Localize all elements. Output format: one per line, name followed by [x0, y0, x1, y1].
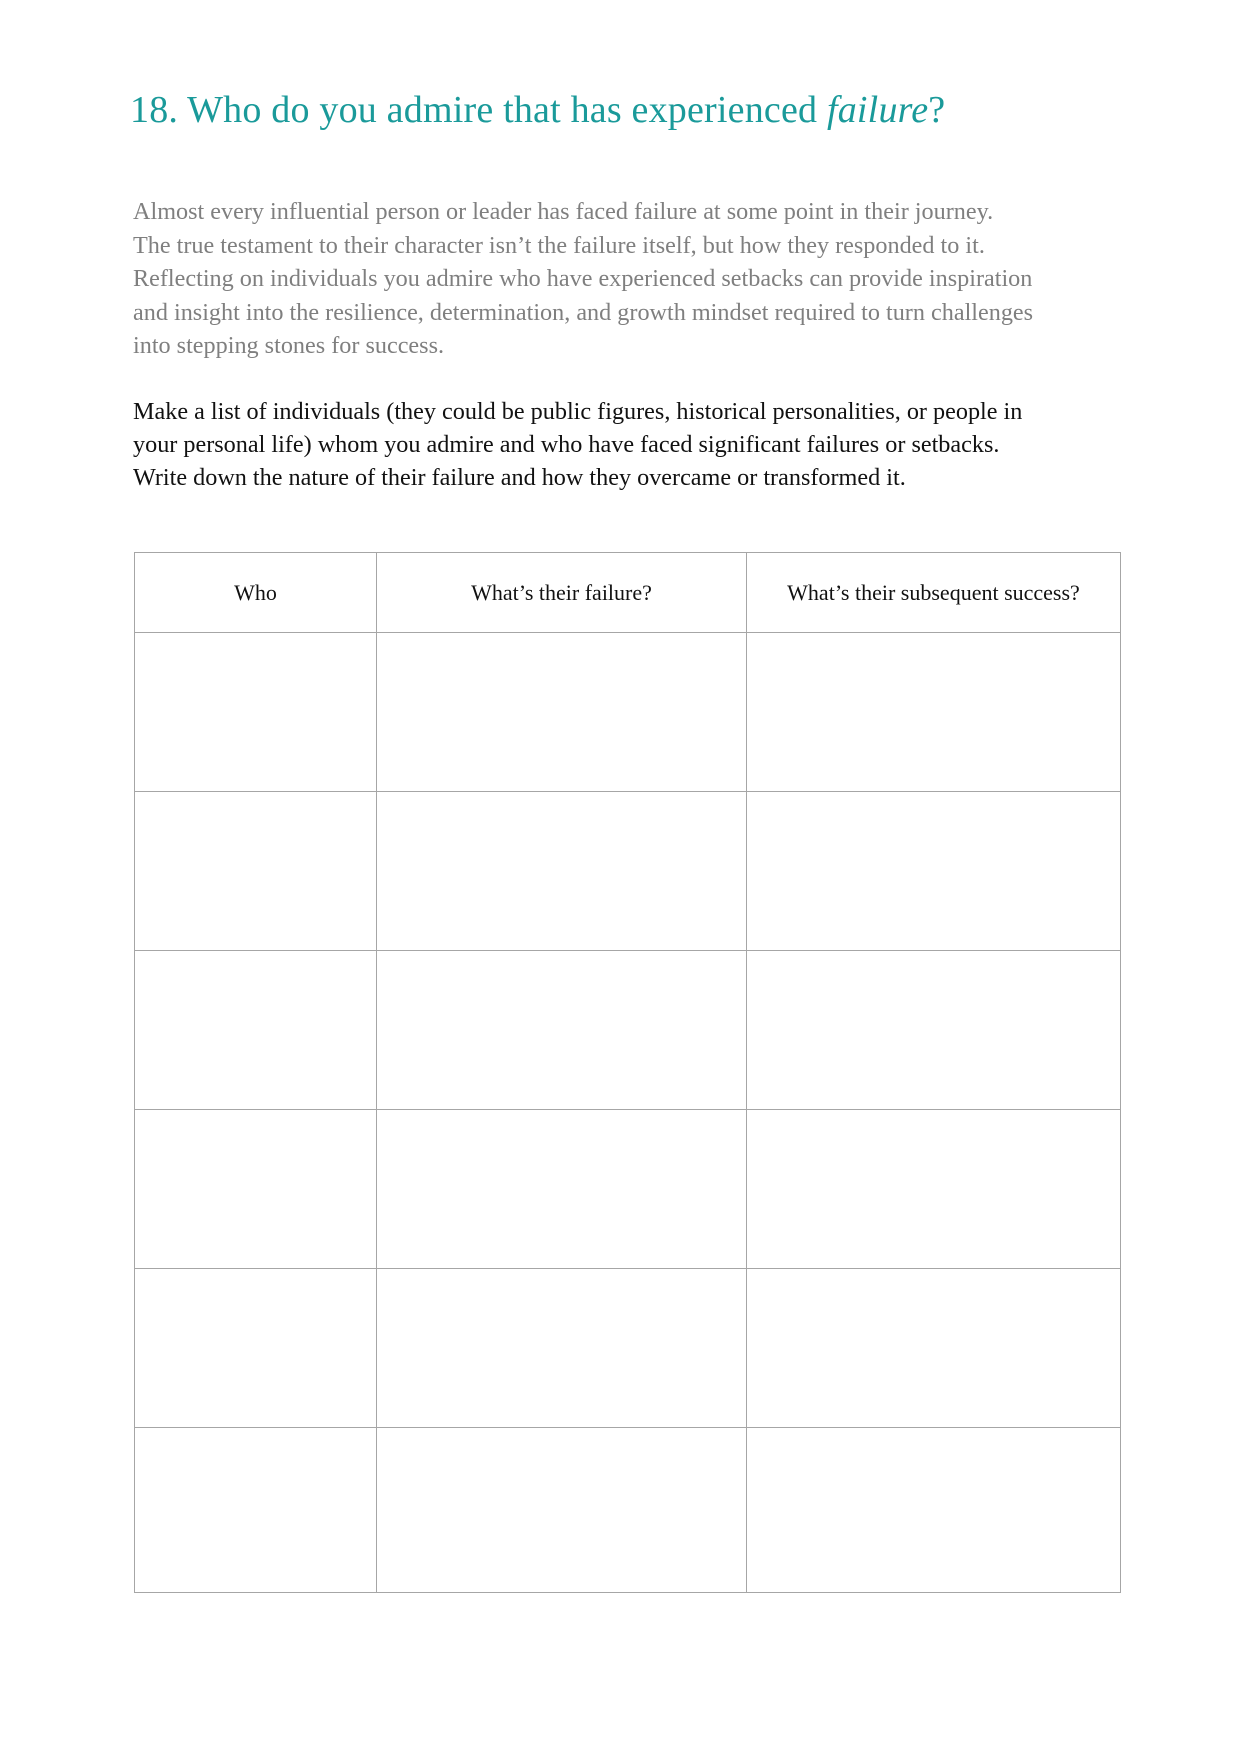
who-cell[interactable]: [135, 1110, 377, 1269]
who-cell[interactable]: [135, 1269, 377, 1428]
page-title: [130, 88, 945, 132]
failure-cell[interactable]: [377, 792, 747, 951]
intro-line: and insight into the resilience, determination, and growth mindset required to turn challenges: [133, 298, 1034, 326]
who-cell[interactable]: [135, 792, 377, 951]
title-main: 18. Who do you admire that has experienced: [130, 89, 827, 131]
instructions-paragraph: [133, 395, 1123, 494]
intro-line: Reflecting on individuals you admire who have experienced setbacks can provide inspiration: [133, 265, 1033, 292]
table-row: [135, 1428, 1121, 1593]
table-row: [135, 633, 1121, 792]
intro-line: Almost every influential person or leader has faced failure at some point in their journey.: [133, 198, 994, 225]
table-row: [135, 1110, 1121, 1269]
intro-line: into stepping stones for success.: [133, 332, 445, 359]
instructions-line: Write down the nature of their failure and how they overcame or transformed it.: [133, 464, 906, 491]
title-emphasis: failure: [826, 89, 929, 131]
header-success: What’s their subsequent success?: [747, 553, 1121, 633]
who-cell[interactable]: [135, 633, 377, 792]
success-cell[interactable]: [747, 792, 1121, 951]
success-cell[interactable]: [747, 633, 1121, 792]
failure-cell[interactable]: [377, 1428, 747, 1593]
instructions-line: Make a list of individuals (they could be public figures, historical personalities, or people in: [133, 398, 1023, 425]
header-who: Who: [135, 553, 377, 633]
intro-line: The true testament to their character isn’t the failure itself, but how they responded to it.: [133, 231, 985, 259]
success-cell[interactable]: [747, 1110, 1121, 1269]
table-row: [135, 951, 1121, 1110]
success-cell[interactable]: [747, 951, 1121, 1110]
intro-paragraph: [133, 195, 1123, 363]
success-cell[interactable]: [747, 1428, 1121, 1593]
table-row: [135, 1269, 1121, 1428]
admire-table: [134, 552, 1121, 1593]
who-cell[interactable]: [135, 1428, 377, 1593]
failure-cell[interactable]: [377, 1110, 747, 1269]
failure-cell[interactable]: [377, 1269, 747, 1428]
title-end: ?: [928, 89, 946, 131]
success-cell[interactable]: [747, 1269, 1121, 1428]
table-row: [135, 792, 1121, 951]
failure-cell[interactable]: [377, 951, 747, 1110]
header-failure: What’s their failure?: [377, 553, 747, 633]
who-cell[interactable]: [135, 951, 377, 1110]
table-header-row: [135, 553, 1121, 633]
instructions-line: your personal life) whom you admire and who have faced significant failures or setbacks.: [133, 431, 1000, 458]
failure-cell[interactable]: [377, 633, 747, 792]
